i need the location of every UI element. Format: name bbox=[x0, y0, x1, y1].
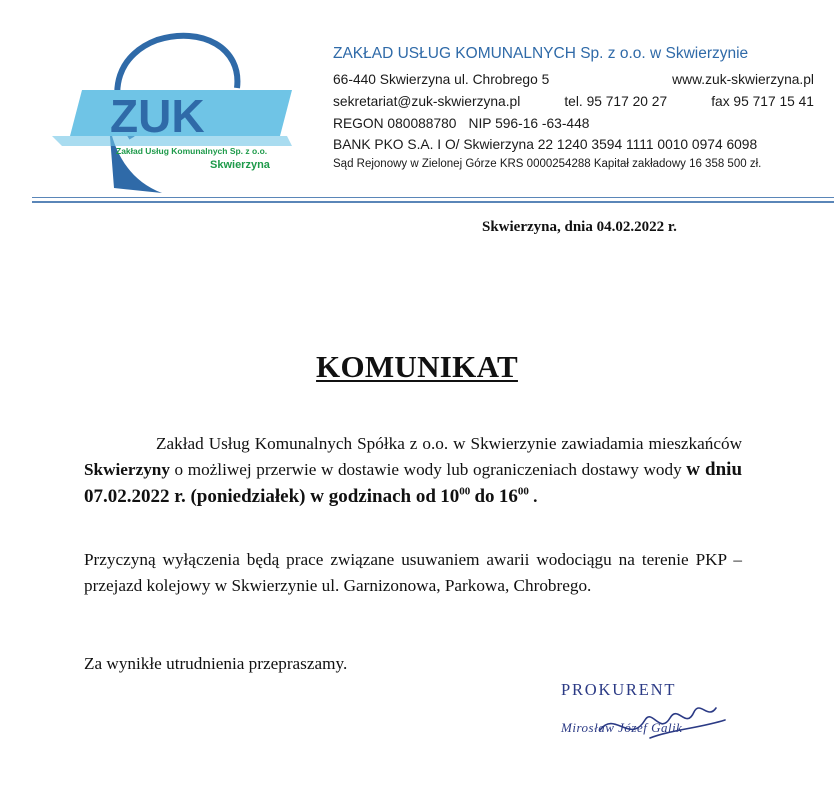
p1-text-b: o możliwej przerwie w dostawie wody lub ograniczeniach dostawy wody bbox=[169, 460, 687, 480]
email-link[interactable]: sekretariat@zuk-skwierzyna.pl bbox=[333, 94, 521, 109]
header-line-contact bbox=[333, 94, 814, 109]
svg-text:Skwierzyna: Skwierzyna bbox=[210, 159, 270, 171]
regon: REGON 080088780 bbox=[333, 116, 457, 131]
fax: fax 95 717 15 41 bbox=[711, 94, 814, 109]
nip: NIP 596-16 -63-448 bbox=[468, 116, 590, 131]
paragraph-apology: Za wynikłe utrudnienia przepraszamy. bbox=[84, 654, 348, 673]
paragraph-announcement bbox=[84, 431, 742, 510]
paragraph-reason: Przyczyną wyłączenia będą prace związane usuwaniem awarii wodociągu na terenie PKP – przejazd kolejowy w Skwierzynie ul. Garnizonowa, Parkowa, Chrobrego. bbox=[84, 550, 742, 596]
title-text: KOMUNIKAT bbox=[316, 349, 518, 384]
website-link[interactable]: www.zuk-skwierzyna.pl bbox=[672, 72, 814, 87]
address: 66-440 Skwierzyna ul. Chrobrego 5 bbox=[333, 72, 550, 87]
p1-hour-from: $10^{00}$ bbox=[440, 485, 471, 507]
p1-text-a: Zakład Usług Komunalnych Spółka z o.o. w Skwierzynie zawiadamia mieszkańców bbox=[156, 434, 742, 453]
p1-end: . bbox=[533, 486, 538, 506]
zuk-logo bbox=[52, 28, 302, 193]
stamp-title: PROKURENT bbox=[561, 680, 677, 699]
header-line-address bbox=[333, 72, 814, 87]
document-title bbox=[0, 349, 834, 385]
p1-city: Skwierzyny bbox=[84, 460, 170, 480]
svg-text:ZUK: ZUK bbox=[110, 90, 205, 142]
stamp-name: Mirosław Józef Galik bbox=[561, 720, 683, 735]
header-divider-thick bbox=[32, 201, 834, 203]
phone: tel. 95 717 20 27 bbox=[564, 94, 668, 109]
p1-between: do bbox=[474, 485, 495, 507]
header-line-ids bbox=[333, 116, 814, 131]
handwritten-signature bbox=[590, 690, 730, 750]
bank: BANK PKO S.A. I O/ Skwierzyna 22 1240 3594 1111 0010 0974 6098 bbox=[333, 137, 758, 152]
p1-hour-to: $16^{00}$ bbox=[498, 485, 529, 507]
p1-date: w dniu 07.02.2022 r. (poniedziałek) w godzinach od bbox=[84, 459, 743, 507]
date-line: Skwierzyna, dnia 04.02.2022 r. bbox=[482, 219, 677, 235]
header-divider bbox=[32, 197, 834, 198]
svg-text:Zakład Usług Komunalnych Sp. z: Zakład Usług Komunalnych Sp. z o.o. bbox=[116, 146, 268, 156]
court-registry: Sąd Rejonowy w Zielonej Górze KRS 0000254288 Kapitał zakładowy 16 358 500 zł. bbox=[333, 158, 762, 170]
org-name: ZAKŁAD USŁUG KOMUNALNYCH Sp. z o.o. w Skwierzynie bbox=[333, 45, 749, 62]
